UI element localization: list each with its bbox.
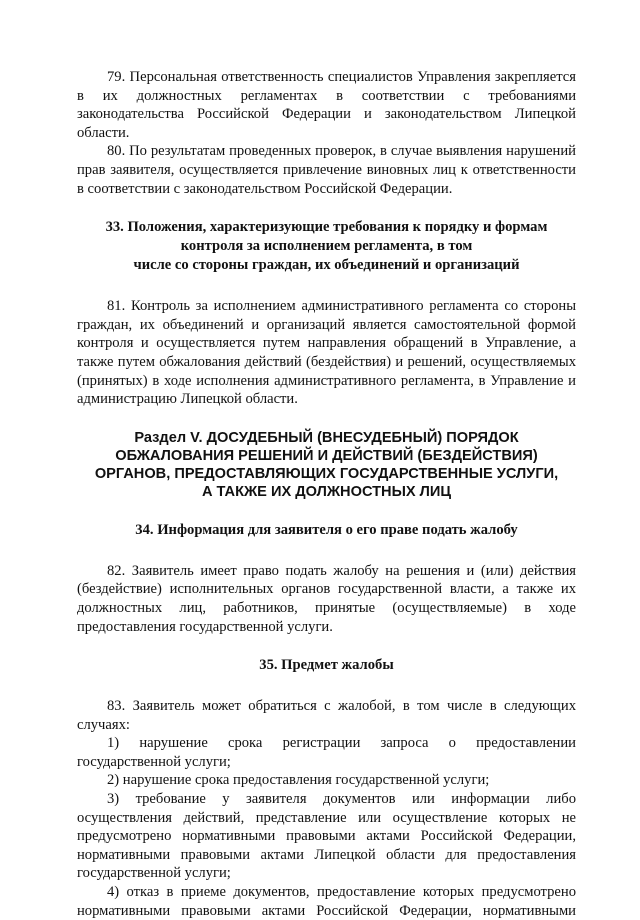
list-item-3: 3) требование у заявителя документов или информации либо осуществления действий, представление или осуществление которых не предусмотрено нормативными правовыми актами Российской Федерации, нормативными правовыми актами Липецкой области для предоставления государственной услуги; (77, 791, 576, 882)
heading-33-line-1: 33. Положения, характеризующие требования к порядку и формам (105, 219, 548, 236)
paragraph-83: 83. Заявитель может обратиться с жалобой, в том числе в следующих случаях: (77, 698, 576, 733)
paragraph-80: 80. По результатам проведенных проверок, в случае выявления нарушений прав заявителя, осуществляется привлечение виновных лиц к ответственности в соответствии с законодательством Российской Федерации. (77, 143, 576, 197)
heading-33-line-3: числе со стороны граждан, их объединений и организаций (133, 257, 520, 274)
section-5-heading (77, 429, 576, 501)
heading-35: 35. Предмет жалобы (259, 657, 394, 674)
paragraph-82: 82. Заявитель имеет право подать жалобу на решения и (или) действия (бездействие) исполнительных органов государственной власти, а также их должностных лиц, работников, принятые (осуществляемые) в ходе предоставления государственной услуги. (77, 562, 576, 635)
paragraph-81: 81. Контроль за исполнением административного регламента со стороны граждан, их объединений и организаций является самостоятельной формой контроля и осуществляется путем направления обращений в Управление, а также путем обжалования действий (бездействия) и решений, осуществляемых (принятых) в ходе исполнения административного регламента, в Управление и администрацию Липецкой области. (77, 298, 576, 408)
list-item-2: 2) нарушение срока предоставления государственной услуги; (107, 772, 490, 789)
section-5-heading-line-3: ОРГАНОВ, ПРЕДОСТАВЛЯЮЩИХ ГОСУДАРСТВЕННЫЕ УСЛУГИ, (94, 465, 559, 482)
section-5-heading-line-4: А ТАКЖЕ ИХ ДОЛЖНОСТНЫХ ЛИЦ (201, 483, 452, 500)
list-item-1: 1) нарушение срока регистрации запроса о предоставлении государственной услуги; (77, 735, 576, 770)
section-5-heading-line-2: ОБЖАЛОВАНИЯ РЕШЕНИЙ И ДЕЙСТВИЙ (БЕЗДЕЙСТВИЯ) (115, 447, 538, 464)
heading-33 (77, 218, 576, 275)
paragraph-79: 79. Персональная ответственность специалистов Управления закрепляется в их должностных регламентах в соответствии с требованиями законодательства Российской Федерации и законодательством Липецкой области. (77, 69, 576, 141)
heading-33-line-2: контроля за исполнением регламента, в том (180, 238, 473, 255)
list-item-4: 4) отказ в приеме документов, предоставление которых предусмотрено нормативными правовыми актами Российской Федерации, нормативными (77, 884, 576, 919)
section-5-heading-line-1: Раздел V. ДОСУДЕБНЫЙ (ВНЕСУДЕБНЫЙ) ПОРЯДОК (134, 429, 519, 446)
heading-34: 34. Информация для заявителя о его праве подать жалобу (135, 521, 518, 538)
